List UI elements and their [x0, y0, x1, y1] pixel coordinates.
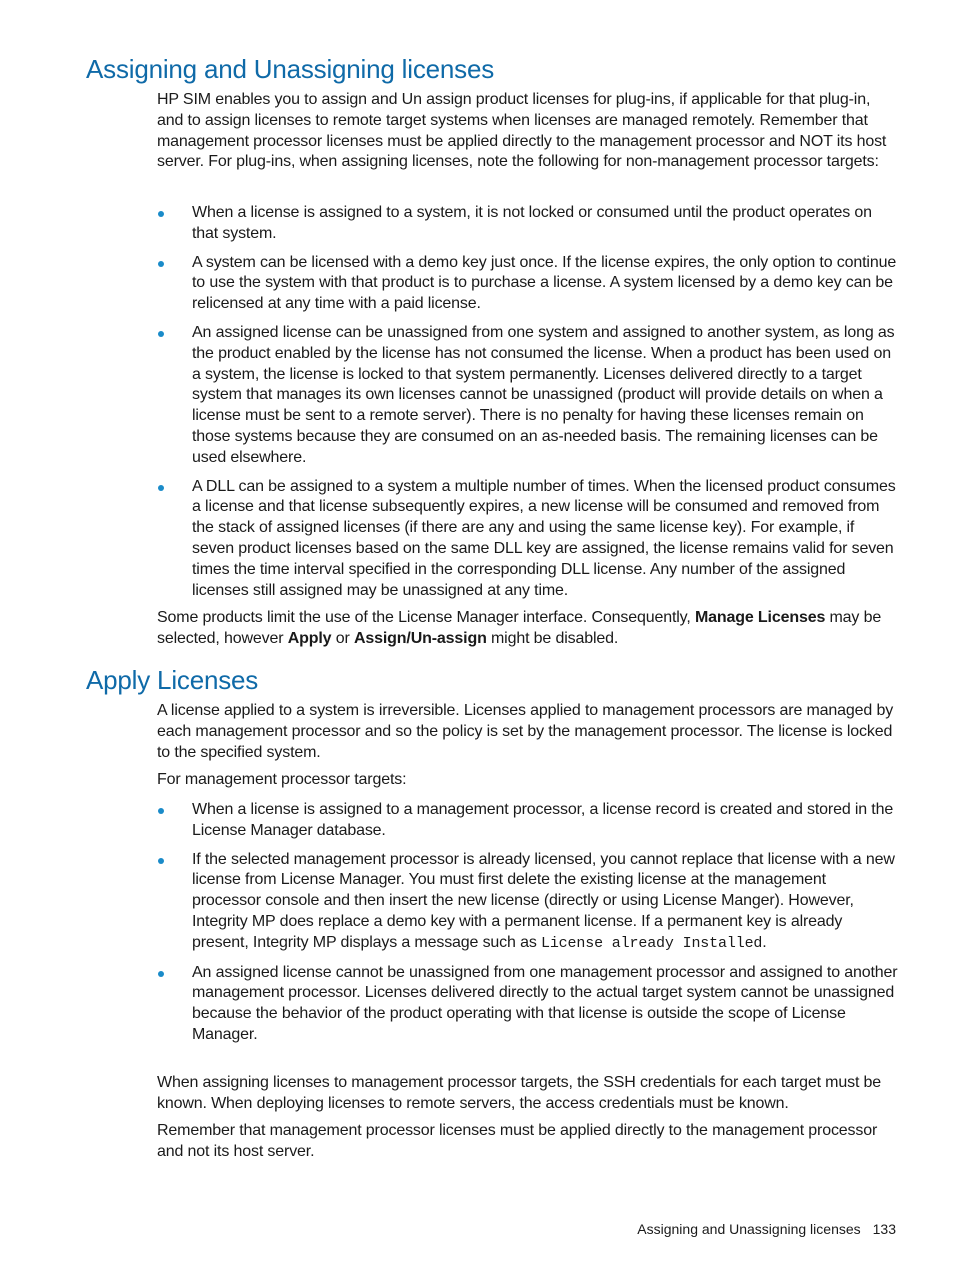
bullet-dot-icon	[158, 971, 164, 977]
ui-term-assign-unassign: Assign/Un-assign	[353, 629, 487, 647]
bullet-dot-icon	[158, 858, 164, 864]
page-number: 133	[872, 1221, 896, 1237]
list-item: When a license is assigned to a management processor, a license record is created and stored in the License Manager database.	[157, 800, 899, 842]
list-item: A system can be licensed with a demo key just once. If the license expires, the only option to continue to use the system with that product is to purchase a license. A system licensed by a demo key can be relicensed at any time with a paid license.	[157, 253, 899, 315]
bullet-dot-icon	[158, 808, 164, 814]
list-item: An assigned license cannot be unassigned from one management processor and assigned to another management processor. Licenses delivered directly to the actual target system cannot be unassigned because the behavior of the product operating with that license is outside the scope of License Manager.	[157, 963, 899, 1046]
list-item: When a license is assigned to a system, it is not locked or consumed until the product operates on that system.	[157, 203, 899, 245]
list-item: A DLL can be assigned to a system a multiple number of times. When the licensed product consumes a license and that license subsequently expires, a new license will be consumed and removed from the stack of assigned licenses (if there are any and using the same license key). For example, if seven product licenses based on the same DLL key are assigned, the license remains valid for seven times the time interval specified in the corresponding DLL license. Any number of the assigned licenses still assigned may be unassigned at any time.	[157, 477, 899, 602]
code-license-already-installed: License already Installed	[540, 934, 763, 952]
section-heading-assigning: Assigning and Unassigning licenses	[86, 54, 495, 84]
section1-bullet-list	[157, 203, 899, 609]
bullet-dot-icon	[158, 211, 164, 217]
page-footer	[637, 1221, 896, 1237]
list-item: An assigned license can be unassigned from one system and assigned to another system, as long as the product enabled by the license has not consumed the license. When a product has been used on a system, the license is locked to that system permanently. Licenses delivered directly to a target system that manages its own licenses cannot be unassigned (product will provide details on when a license must be sent to a remote server). There is no penalty for having these licenses remain on those systems because they are consumed on an as-needed basis. The remaining licenses can be used elsewhere.	[157, 323, 899, 469]
section2-intro: A license applied to a system is irreversible. Licenses applied to management processors are managed by each management processor and so the policy is set by the management processor. The license is locked to the specified system.	[157, 702, 894, 761]
bullet-dot-icon	[158, 331, 164, 337]
section1-intro: HP SIM enables you to assign and Un assign product licenses for plug-ins, if applicable for that plug-in, and to assign licenses to remote target systems when licenses are managed remotely. Remember that management processor licenses must be applied directly to the management processor and NOT its host server. For plug-ins, when assigning licenses, note the following for non-management processor targets:	[157, 91, 887, 171]
ui-term-manage-licenses: Manage Licenses	[694, 609, 826, 626]
section2-targets-label: For management processor targets:	[157, 771, 407, 788]
bullet-dot-icon	[158, 261, 164, 267]
bullet-dot-icon	[158, 485, 164, 491]
section-heading-apply-licenses: Apply Licenses	[86, 665, 259, 695]
section1-closing: Some products limit the use of the License Manager interface. Consequently, Manage Licenses may be selected, however Apply or Assign/Un-assign might be disabled.	[157, 609, 882, 647]
ui-term-apply: Apply	[287, 629, 332, 647]
section2-remember-paragraph: Remember that management processor licenses must be applied directly to the management processor and not its host server.	[157, 1122, 878, 1160]
section2-bullet-list	[157, 800, 899, 1054]
list-item: If the selected management processor is already licensed, you cannot replace that license with a new license from License Manager. You must first delete the existing license at the management processor console and then insert the new license (directly or using License Manger). However, Integrity MP does replace a demo key with a permanent license. If a permanent key is already present, Integrity MP displays a message such as License already Installed.	[157, 850, 899, 955]
footer-section-name: Assigning and Unassigning licenses	[637, 1221, 861, 1237]
section2-ssh-paragraph: When assigning licenses to management processor targets, the SSH credentials for each target must be known. When deploying licenses to remote servers, the access credentials must be known.	[157, 1074, 882, 1112]
